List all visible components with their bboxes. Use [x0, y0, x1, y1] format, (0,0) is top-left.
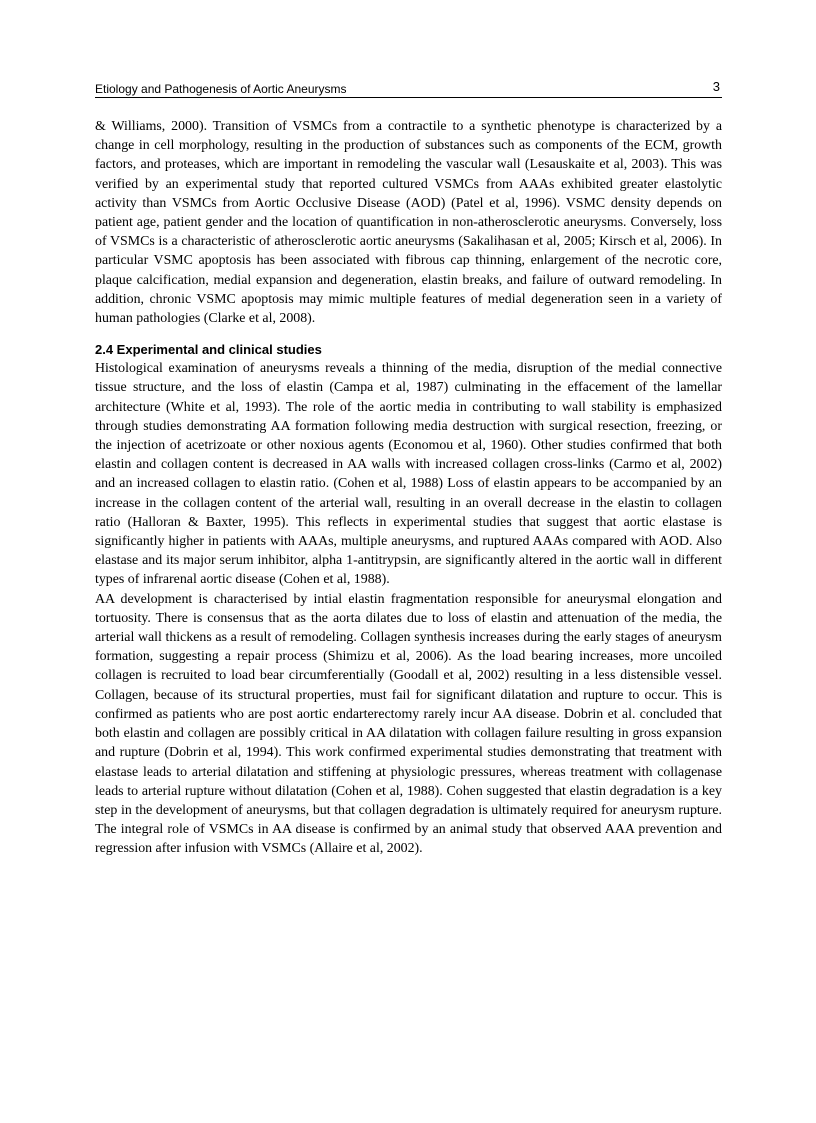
section-heading-experimental-clinical: 2.4 Experimental and clinical studies [95, 342, 322, 358]
running-header [95, 80, 722, 98]
paragraph-vsmc-phenotype: & Williams, 2000). Transition of VSMCs from a contractile to a synthetic phenotype is characterized by a change in cell morphology, resulting in the production of substances such as components of the ECM, growth factors, and proteases, which are important in remodeling the vascular wall (Lesauskaite et al, 2003). This was verified by an experimental study that reported cultured VSMCs from AAAs exhibited greater elastolytic activity than VSMCs from Aortic Occlusive Disease (AOD) (Patel et al, 1996). VSMC density depends on patient age, patient gender and the location of quantification in non-atherosclerotic aneurysms. Conversely, loss of VSMCs is a characteristic of atherosclerotic aortic aneurysms (Sakalihasan et al, 2005; Kirsch et al, 2006). In particular VSMC apoptosis has been associated with fibrous cap thinning, enlargement of the necrotic core, plaque calcification, medial expansion and degeneration, elastin breaks, and failure of outward remodeling. In addition, chronic VSMC apoptosis may mimic multiple features of medial degeneration seen in a variety of human pathologies (Clarke et al, 2008). [95, 119, 722, 327]
paragraph-aa-development: AA development is characterised by intial elastin fragmentation responsible for aneurysmal elongation and tortuosity. There is consensus that as the aorta dilates due to loss of elastin and attenuation of the media, the arterial wall thickens as a result of remodeling. Collagen synthesis increases during the early stages of aneurysm formation, suggesting a repair process (Shimizu et al, 2006). As the load bearing increases, more uncoiled collagen is recruited to load bear circumferentially (Goodall et al, 2002) resulting in a less distensible vessel. Collagen, because of its structural properties, must fail for significant dilatation and rupture to occur. This is confirmed as patients who are post aortic endarterectomy rarely incur AA disease. Dobrin et al. concluded that both elastin and collagen are possibly critical in AA dilatation with collagen failure resulting in gross expansion and rupture (Dobrin et al, 1994). This work confirmed experimental studies demonstrating that treatment with elastase leads to arterial dilatation and stiffening at physiologic pressures, whereas treatment with collagenase leads to arterial rupture without dilatation (Cohen et al, 1988). Cohen suggested that elastin degradation is a key step in the development of aneurysms, but that collagen degradation is ultimately required for aneurysm rupture. The integral role of VSMCs in AA disease is confirmed by an animal study that observed AAA prevention and regression after infusion with VSMCs (Allaire et al, 2002). [95, 591, 722, 857]
paragraph-histological-examination: Histological examination of aneurysms reveals a thinning of the media, disruption of the medial connective tissue structure, and the loss of elastin (Campa et al, 1987) culminating in the effacement of the lamellar architecture (White et al, 1993). The role of the aortic media in contributing to wall stability is emphasized through studies demonstrating AA formation following media destruction with surgical resection, freezing, or the injection of acetrizoate or other noxious agents (Economou et al, 1960). Other studies confirmed that both elastin and collagen content is decreased in AA walls with increased collagen cross-links (Carmo et al, 2002) and an increased collagen to elastin ratio. (Cohen et al, 1988) Loss of elastin appears to be accompanied by an increase in the collagen content of the arterial wall, resulting in an overall decrease in the elastin to collagen ratio (Halloran & Baxter, 1995). This reflects in experimental studies that suggest that aortic elastase is significantly higher in patients with AAAs, multiple aneurysms, and ruptured AAAs compared with AOD. Also elastase and its major serum inhibitor, alpha 1-antitrypsin, are significantly altered in the aortic wall in different types of infrarenal aortic disease (Cohen et al, 1988). [95, 361, 722, 588]
page-number: 3 [712, 79, 720, 94]
running-header-title: Etiology and Pathogenesis of Aortic Aneurysms [95, 82, 347, 96]
body-text [95, 117, 722, 859]
